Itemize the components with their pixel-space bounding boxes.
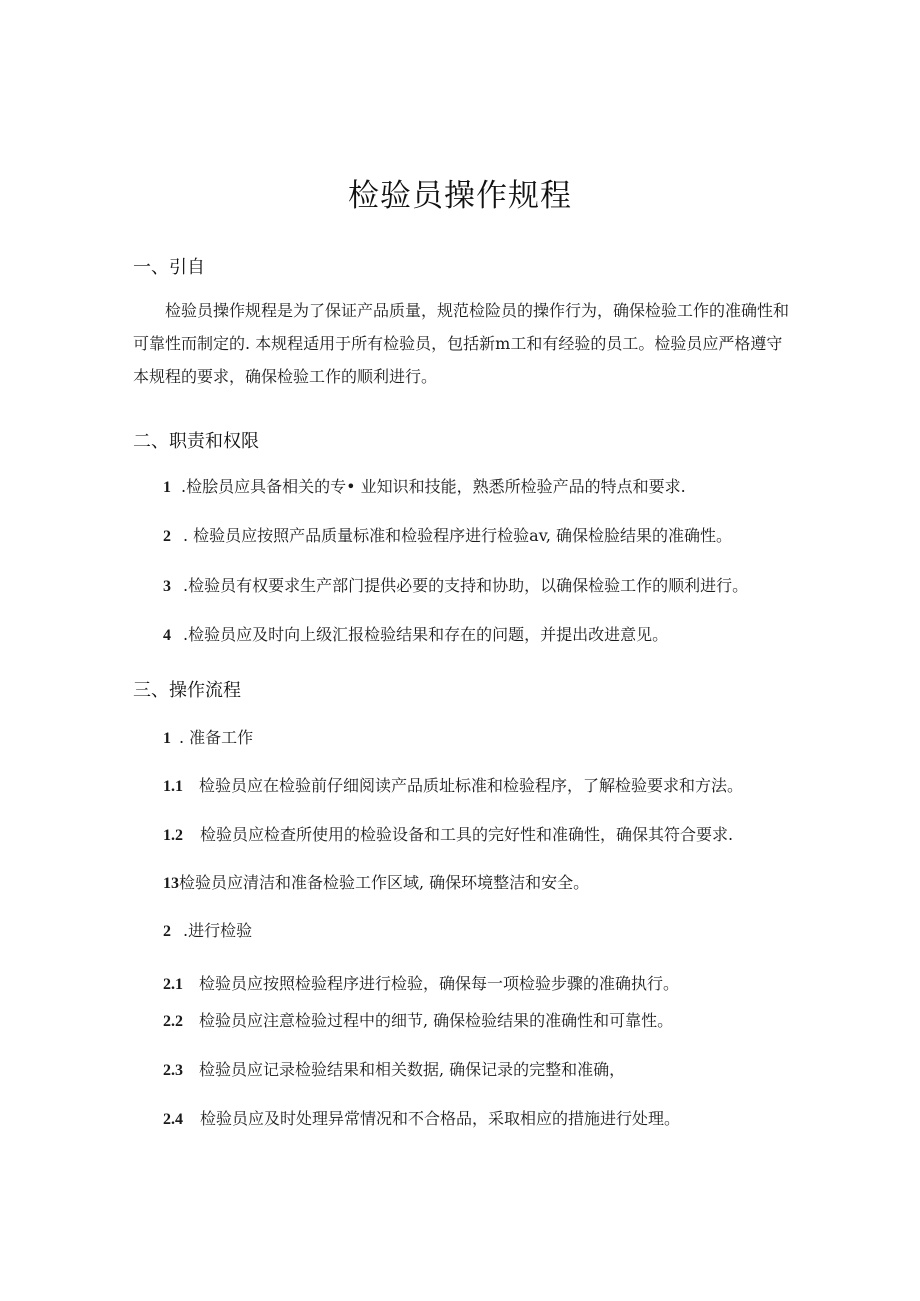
list-item-number: 3 bbox=[163, 578, 171, 595]
list-item-text: 检验员应及时处理异常情况和不合格品，采取相应的措施进行处理。 bbox=[200, 1109, 681, 1128]
list-item-number: 13 bbox=[163, 875, 179, 892]
section-heading-procedure: 三、操作流程 bbox=[133, 680, 241, 701]
list-item-text: . 检验员应按照产品质量标准和检验程序进行检验av, 确保检脸结果的准确性。 bbox=[183, 526, 733, 545]
list-item bbox=[163, 773, 743, 796]
introduction-paragraph: 检验员操作规程是为了保证产品质量，规范检险员的操作行为，确保检验工作的准确性和可靠性而制定的. 本规程适用于所有检验员，包括新m工和有经验的员工。检验员应严格遵守本规程的要求，确保检验工作的顺利进行。 bbox=[133, 301, 790, 386]
list-item-number: 2 bbox=[163, 923, 171, 940]
list-item bbox=[163, 870, 589, 893]
subsection-heading-preparation bbox=[163, 725, 253, 748]
list-item-text: .进行检验 bbox=[183, 921, 253, 940]
list-item bbox=[163, 1008, 673, 1031]
list-item bbox=[163, 474, 686, 497]
list-item-text: . 准备工作 bbox=[179, 728, 254, 747]
page-title: 检验员操作规程 bbox=[348, 178, 572, 214]
list-item-text: .检脍员应具备相关的专• 业知识和技能，熟悉所检验产品的特点和要求. bbox=[181, 477, 686, 496]
list-item bbox=[163, 523, 732, 546]
section-heading-introduction: 一、引自 bbox=[133, 257, 205, 278]
list-item-number: 1 bbox=[163, 479, 171, 496]
list-item bbox=[163, 622, 668, 645]
list-item-number: 1.2 bbox=[163, 827, 183, 844]
list-item bbox=[163, 971, 679, 994]
list-item bbox=[163, 1057, 625, 1080]
list-item-number: 2.3 bbox=[163, 1062, 183, 1079]
list-item-number: 2.2 bbox=[163, 1013, 183, 1030]
list-item-number: 2.1 bbox=[163, 976, 183, 993]
list-item-text: 检验员应按照检验程序进行检验，确保每一项检验步骤的准确执行。 bbox=[199, 974, 680, 993]
list-item-text: 检验员应检查所使用的检验设备和工具的完好性和准确性，确保其符合要求. bbox=[200, 825, 734, 844]
list-item-number: 4 bbox=[163, 627, 171, 644]
subsection-heading-inspection bbox=[163, 918, 252, 941]
list-item-number: 2.4 bbox=[163, 1111, 183, 1128]
list-item bbox=[163, 822, 733, 845]
list-item bbox=[163, 573, 748, 596]
section-heading-responsibilities: 二、职责和权限 bbox=[133, 431, 259, 452]
list-item-text: 检验员应清洁和准备检验工作区域, 确保环境整洁和安全。 bbox=[179, 873, 590, 892]
list-item-text: .检验员应及时向上级汇报检验结果和存在的问题，并提出改进意见。 bbox=[183, 625, 669, 644]
list-item-text: .检验员有权要求生产部门提供必要的支持和协助，以确保检验工作的顺利进行。 bbox=[183, 576, 749, 595]
list-item-text: 检验员应在检验前仔细阅读产品质址标准和检验程序，了解检验要求和方法。 bbox=[199, 776, 744, 795]
list-item-number: 1 bbox=[163, 730, 171, 747]
list-item-text: 检验员应记录检验结果和相关数据, 确保记录的完整和准确， bbox=[199, 1060, 626, 1079]
list-item-text: 检验员应注意检验过程中的细节, 确保检验结果的准确性和可靠性。 bbox=[199, 1011, 674, 1030]
list-item bbox=[163, 1106, 680, 1129]
list-item-number: 1.1 bbox=[163, 778, 183, 795]
list-item-number: 2 bbox=[163, 528, 171, 545]
